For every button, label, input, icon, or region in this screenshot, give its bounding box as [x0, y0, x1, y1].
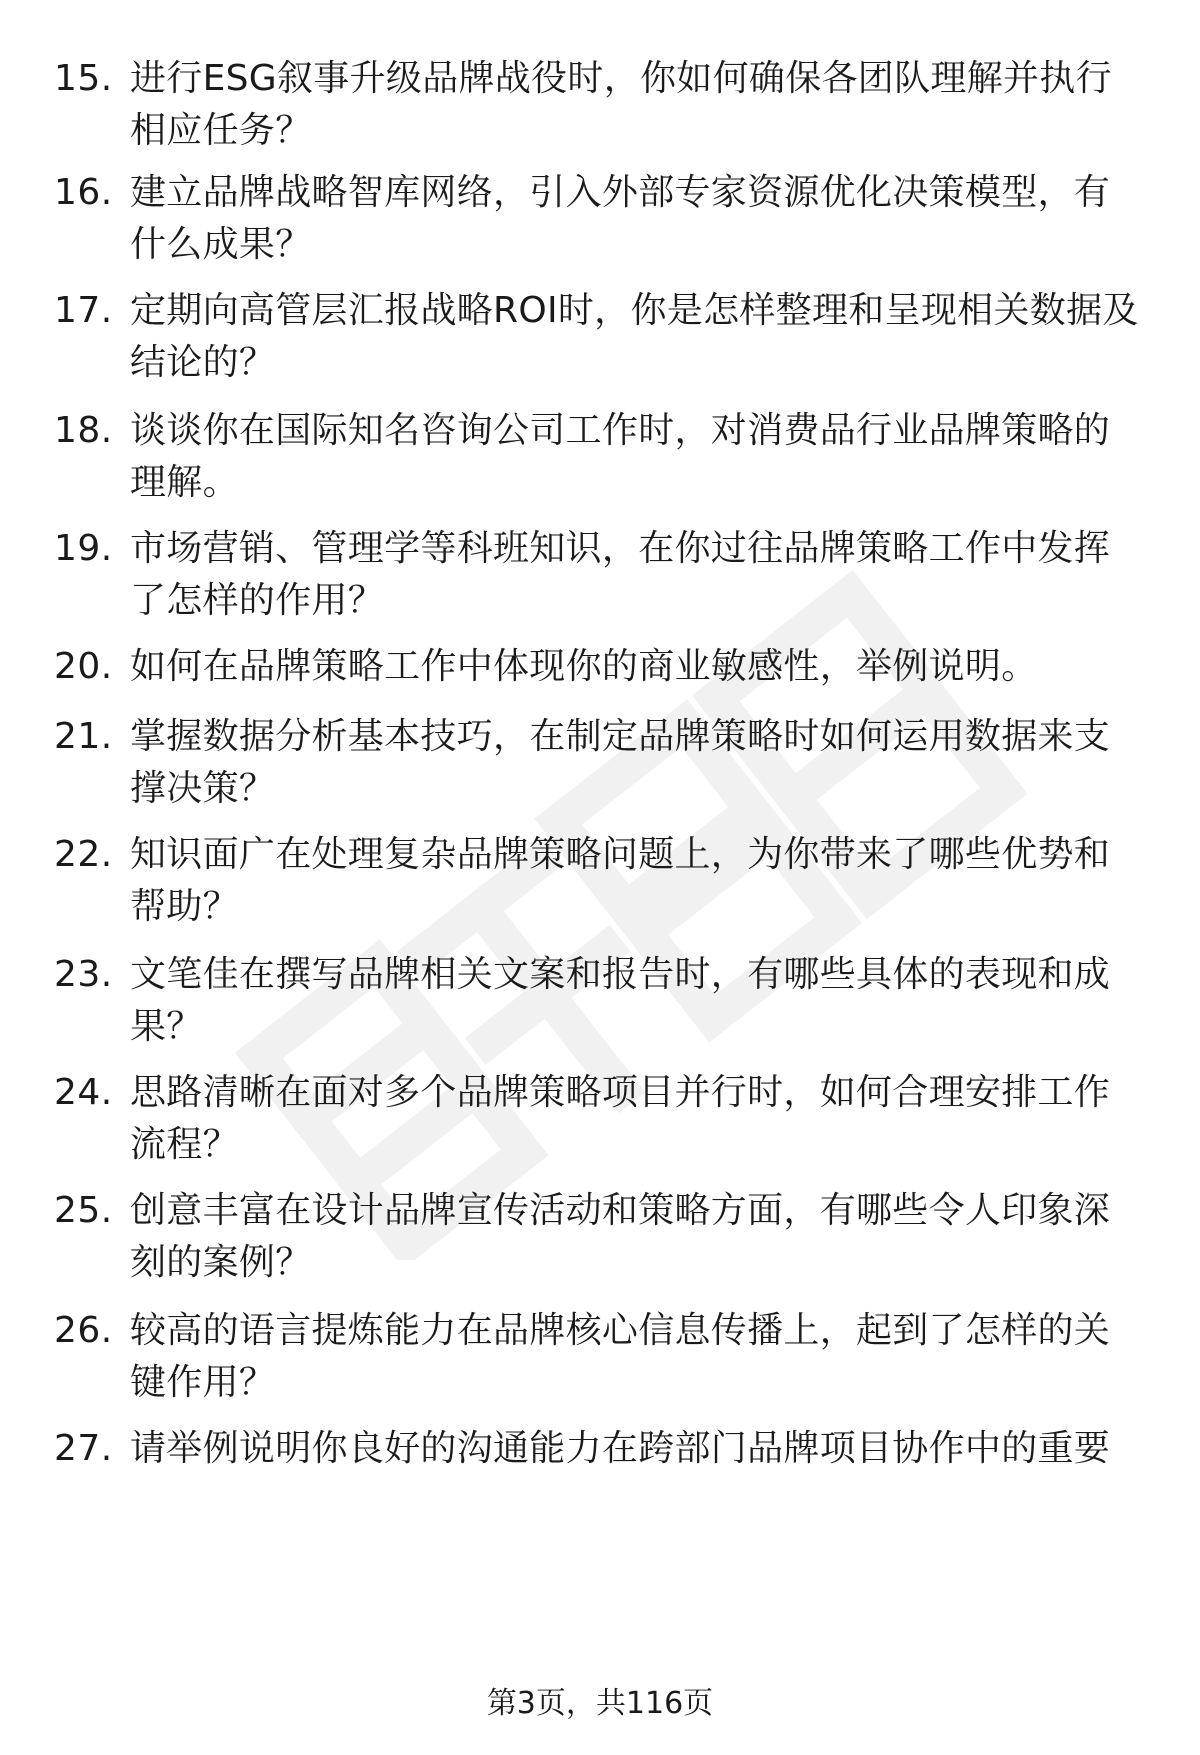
list-item	[0, 829, 1200, 939]
list-item	[0, 711, 1200, 821]
question-number: 15.	[54, 58, 113, 99]
question-text: 掌握数据分析基本技巧，在制定品牌策略时如何运用数据来支撑决策？	[130, 716, 1111, 809]
question-text: 知识面广在处理复杂品牌策略问题上，为你带来了哪些优势和帮助？	[130, 834, 1111, 927]
question-number: 20.	[54, 646, 113, 687]
list-item	[0, 523, 1200, 633]
question-text: 创意丰富在设计品牌宣传活动和策略方面，有哪些令人印象深刻的案例？	[130, 1190, 1111, 1283]
list-item	[0, 285, 1200, 395]
question-text: 如何在品牌策略工作中体现你的商业敏感性，举例说明。	[130, 646, 1038, 687]
list-item	[0, 949, 1200, 1059]
question-text: 市场营销、管理学等科班知识，在你过往品牌策略工作中发挥了怎样的作用？	[130, 528, 1111, 621]
question-text: 定期向高管层汇报战略ROI时，你是怎样整理和呈现相关数据及结论的？	[130, 290, 1139, 383]
question-text: 谈谈你在国际知名咨询公司工作时，对消费品行业品牌策略的理解。	[130, 410, 1111, 503]
question-number: 19.	[54, 528, 113, 569]
list-item	[0, 167, 1200, 277]
list-item	[0, 405, 1200, 515]
question-number: 18.	[54, 410, 113, 451]
question-text: 较高的语言提炼能力在品牌核心信息传播上，起到了怎样的关键作用？	[130, 1310, 1111, 1403]
list-item	[0, 53, 1200, 163]
list-item	[0, 1423, 1200, 1533]
question-number: 21.	[54, 716, 113, 757]
list-item	[0, 1067, 1200, 1177]
question-text: 进行ESG叙事升级品牌战役时，你如何确保各团队理解并执行相应任务？	[130, 58, 1112, 151]
question-number: 22.	[54, 834, 113, 875]
page-number: 第3页，共116页	[486, 1686, 714, 1721]
question-number: 17.	[54, 290, 113, 331]
question-text: 文笔佳在撰写品牌相关文案和报告时，有哪些具体的表现和成果？	[130, 954, 1111, 1047]
question-number: 16.	[54, 172, 113, 213]
question-text: 请举例说明你良好的沟通能力在跨部门品牌项目协作中的重要	[130, 1428, 1111, 1469]
list-item	[0, 1185, 1200, 1295]
question-text: 思路清晰在面对多个品牌策略项目并行时，如何合理安排工作流程？	[130, 1072, 1111, 1165]
list-item	[0, 1305, 1200, 1415]
question-number: 23.	[54, 954, 113, 995]
question-number: 24.	[54, 1072, 113, 1113]
question-number: 27.	[54, 1428, 113, 1469]
question-number: 26.	[54, 1310, 113, 1351]
question-number: 25.	[54, 1190, 113, 1231]
question-text: 建立品牌战略智库网络，引入外部专家资源优化决策模型，有什么成果？	[130, 172, 1111, 265]
